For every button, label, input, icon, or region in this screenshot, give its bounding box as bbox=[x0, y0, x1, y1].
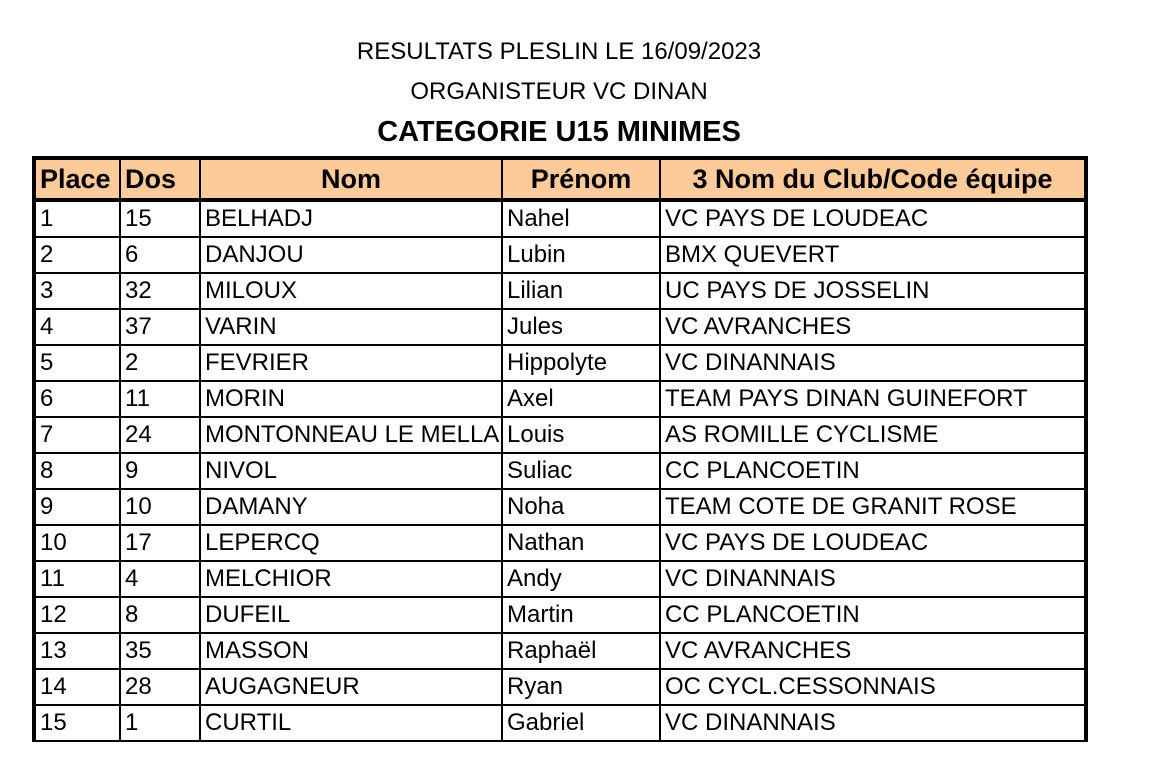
results-title: RESULTATS PLESLIN LE 16/09/2023 bbox=[356, 38, 762, 65]
cell-place: 8 bbox=[34, 453, 120, 489]
cell-prenom: Nahel bbox=[502, 200, 660, 237]
cell-prenom: Jules bbox=[502, 309, 660, 345]
cell-dos: 17 bbox=[120, 525, 200, 561]
cell-nom: MORIN bbox=[200, 381, 502, 417]
cell-prenom: Axel bbox=[502, 381, 660, 417]
cell-dos: 28 bbox=[120, 669, 200, 705]
cell-place: 7 bbox=[34, 417, 120, 453]
cell-place: 4 bbox=[34, 309, 120, 345]
category-title: CATEGORIE U15 MINIMES bbox=[377, 116, 741, 148]
cell-dos: 15 bbox=[120, 200, 200, 237]
table-row bbox=[34, 525, 1086, 561]
table-row bbox=[34, 669, 1086, 705]
table-row bbox=[34, 381, 1086, 417]
table-row bbox=[34, 453, 1086, 489]
cell-club: VC AVRANCHES bbox=[660, 633, 1086, 669]
cell-prenom: Gabriel bbox=[502, 705, 660, 741]
cell-place: 12 bbox=[34, 597, 120, 633]
cell-prenom: Noha bbox=[502, 489, 660, 525]
cell-club: OC CYCL.CESSONNAIS bbox=[660, 669, 1086, 705]
col-header-dos: Dos bbox=[120, 158, 200, 200]
cell-nom: MELCHIOR bbox=[200, 561, 502, 597]
table-row bbox=[34, 561, 1086, 597]
cell-club: VC DINANNAIS bbox=[660, 561, 1086, 597]
cell-prenom: Martin bbox=[502, 597, 660, 633]
cell-nom: AUGAGNEUR bbox=[200, 669, 502, 705]
cell-prenom: Raphaël bbox=[502, 633, 660, 669]
col-header-nom: Nom bbox=[200, 158, 502, 200]
cell-place: 10 bbox=[34, 525, 120, 561]
cell-place: 3 bbox=[34, 273, 120, 309]
cell-nom: DAMANY bbox=[200, 489, 502, 525]
cell-place: 5 bbox=[34, 345, 120, 381]
col-header-place: Place bbox=[34, 158, 120, 200]
cell-dos: 1 bbox=[120, 705, 200, 741]
cell-club: TEAM COTE DE GRANIT ROSE bbox=[660, 489, 1086, 525]
cell-club: VC DINANNAIS bbox=[660, 705, 1086, 741]
cell-nom: DANJOU bbox=[200, 237, 502, 273]
cell-place: 2 bbox=[34, 237, 120, 273]
cell-prenom: Lubin bbox=[502, 237, 660, 273]
table-row bbox=[34, 345, 1086, 381]
cell-club: VC DINANNAIS bbox=[660, 345, 1086, 381]
cell-nom: BELHADJ bbox=[200, 200, 502, 237]
table-row bbox=[34, 273, 1086, 309]
table-row bbox=[34, 489, 1086, 525]
cell-club: BMX QUEVERT bbox=[660, 237, 1086, 273]
cell-nom: NIVOL bbox=[200, 453, 502, 489]
table-row bbox=[34, 417, 1086, 453]
cell-club: VC PAYS DE LOUDEAC bbox=[660, 200, 1086, 237]
cell-dos: 6 bbox=[120, 237, 200, 273]
cell-nom: MONTONNEAU LE MELLA bbox=[200, 417, 502, 453]
cell-club: CC PLANCOETIN bbox=[660, 453, 1086, 489]
cell-nom: MILOUX bbox=[200, 273, 502, 309]
cell-dos: 2 bbox=[120, 345, 200, 381]
cell-nom: MASSON bbox=[200, 633, 502, 669]
cell-dos: 37 bbox=[120, 309, 200, 345]
header-row bbox=[34, 158, 1086, 200]
cell-place: 11 bbox=[34, 561, 120, 597]
cell-place: 6 bbox=[34, 381, 120, 417]
cell-dos: 9 bbox=[120, 453, 200, 489]
cell-prenom: Andy bbox=[502, 561, 660, 597]
cell-club: VC AVRANCHES bbox=[660, 309, 1086, 345]
table-row bbox=[34, 237, 1086, 273]
cell-club: CC PLANCOETIN bbox=[660, 597, 1086, 633]
results-table bbox=[32, 156, 1088, 742]
table-row bbox=[34, 200, 1086, 237]
table-row bbox=[34, 597, 1086, 633]
col-header-prenom: Prénom bbox=[502, 158, 660, 200]
cell-place: 9 bbox=[34, 489, 120, 525]
cell-nom: VARIN bbox=[200, 309, 502, 345]
cell-dos: 4 bbox=[120, 561, 200, 597]
cell-place: 15 bbox=[34, 705, 120, 741]
cell-club: VC PAYS DE LOUDEAC bbox=[660, 525, 1086, 561]
cell-place: 14 bbox=[34, 669, 120, 705]
cell-club: UC PAYS DE JOSSELIN bbox=[660, 273, 1086, 309]
cell-dos: 8 bbox=[120, 597, 200, 633]
cell-nom: DUFEIL bbox=[200, 597, 502, 633]
cell-dos: 32 bbox=[120, 273, 200, 309]
cell-prenom: Hippolyte bbox=[502, 345, 660, 381]
cell-club: AS ROMILLE CYCLISME bbox=[660, 417, 1086, 453]
cell-prenom: Ryan bbox=[502, 669, 660, 705]
organizer-line: ORGANISTEUR VC DINAN bbox=[410, 78, 708, 105]
cell-prenom: Lilian bbox=[502, 273, 660, 309]
cell-place: 1 bbox=[34, 200, 120, 237]
cell-dos: 24 bbox=[120, 417, 200, 453]
cell-dos: 11 bbox=[120, 381, 200, 417]
col-header-club: 3 Nom du Club/Code équipe bbox=[660, 158, 1086, 200]
results-body bbox=[34, 200, 1086, 741]
cell-nom: FEVRIER bbox=[200, 345, 502, 381]
cell-club: TEAM PAYS DINAN GUINEFORT bbox=[660, 381, 1086, 417]
cell-place: 13 bbox=[34, 633, 120, 669]
table-row bbox=[34, 633, 1086, 669]
table-row bbox=[34, 705, 1086, 741]
cell-dos: 10 bbox=[120, 489, 200, 525]
cell-prenom: Nathan bbox=[502, 525, 660, 561]
cell-nom: CURTIL bbox=[200, 705, 502, 741]
cell-prenom: Suliac bbox=[502, 453, 660, 489]
cell-prenom: Louis bbox=[502, 417, 660, 453]
cell-dos: 35 bbox=[120, 633, 200, 669]
table-row bbox=[34, 309, 1086, 345]
cell-nom: LEPERCQ bbox=[200, 525, 502, 561]
